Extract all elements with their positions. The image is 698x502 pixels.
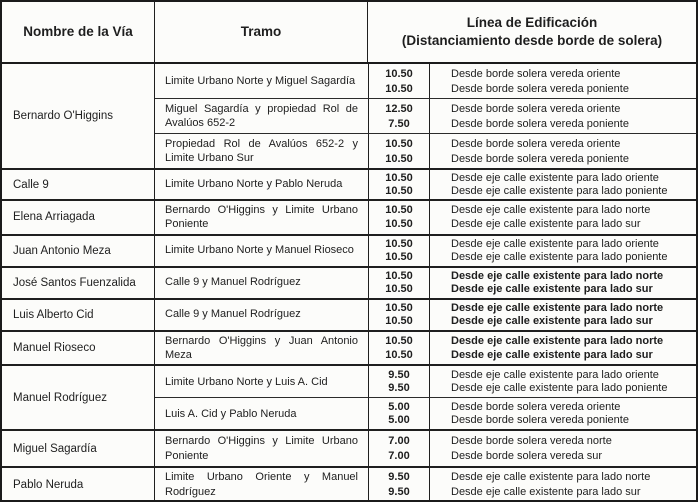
tramo-subrow — [155, 366, 696, 398]
tramo-text: Bernardo O'Higgins y Juan Antonio Meza — [165, 334, 358, 361]
header-linea-title: Línea de Edificación — [466, 14, 598, 30]
distance-desc: Desde borde solera vereda poniente — [451, 414, 629, 427]
distance-value: 10.50 — [385, 349, 413, 362]
header-cell-linea — [368, 2, 696, 62]
distance-descriptions — [430, 268, 696, 298]
distance-values — [368, 398, 430, 429]
distance-desc: Desde eje calle existente para lado oriente — [451, 368, 659, 381]
distance-descriptions — [430, 201, 696, 234]
distance-value: 9.50 — [388, 485, 410, 498]
tramo-subrow — [155, 99, 696, 134]
table-row-luis-alberto-cid — [2, 300, 696, 332]
distance-descriptions — [430, 99, 696, 133]
tramo-text: Limite Urbano Norte y Miguel Sagardía — [165, 74, 356, 87]
tramo-text: Propiedad Rol de Avalúos 652-2 y Limite Urbano Sur — [165, 137, 358, 164]
header-linea-subtitle: (Distanciamiento desde borde de solera) — [401, 33, 663, 48]
distance-descriptions — [430, 332, 696, 365]
distance-desc: Desde borde solera vereda oriente — [451, 67, 621, 80]
tramo-cell — [155, 431, 368, 466]
header-cell-nombre — [2, 2, 155, 62]
header-cell-tramo — [155, 2, 368, 62]
distance-value: 10.50 — [385, 251, 413, 264]
distance-descriptions — [430, 134, 696, 168]
distance-desc: Desde eje calle existente para lado norte — [451, 270, 664, 283]
distance-value: 10.50 — [385, 152, 413, 165]
via-name: Manuel Rodríguez — [13, 391, 107, 404]
distance-value: 5.00 — [388, 400, 410, 413]
via-name-cell — [2, 268, 155, 298]
distance-desc: Desde eje calle existente para lado poniente — [451, 382, 668, 395]
distance-desc: Desde eje calle existente para lado poniente — [451, 184, 668, 197]
distance-desc: Desde borde solera vereda oriente — [451, 400, 621, 413]
via-name-cell — [2, 236, 155, 266]
distance-descriptions — [430, 236, 696, 266]
tramo-cell — [155, 366, 368, 397]
distance-desc: Desde borde solera vereda sur — [451, 450, 603, 463]
tramo-subrow — [155, 134, 696, 168]
tramo-cell — [155, 236, 368, 266]
distance-value: 10.50 — [385, 315, 413, 328]
via-name: Juan Antonio Meza — [13, 244, 111, 257]
distance-value: 10.50 — [385, 184, 413, 197]
tramo-subrows — [155, 332, 696, 365]
distance-values — [368, 99, 430, 133]
distance-desc: Desde borde solera vereda oriente — [451, 102, 621, 115]
distance-desc: Desde eje calle existente para lado sur — [451, 315, 653, 328]
table-row-jose-santos-fuenzalida — [2, 268, 696, 300]
tramo-subrow — [155, 398, 696, 429]
distance-value: 7.00 — [388, 450, 410, 463]
distance-descriptions — [430, 366, 696, 397]
tramo-subrow — [155, 431, 696, 466]
tramo-text: Miguel Sagardía y propiedad Rol de Avalúos 652-2 — [165, 102, 358, 129]
distance-descriptions — [430, 64, 696, 98]
tramo-text: Limite Urbano Norte y Luis A. Cid — [165, 375, 328, 388]
distance-desc: Desde borde solera vereda poniente — [451, 82, 629, 95]
table-row-bernardo-ohiggins — [2, 64, 696, 170]
via-name: Calle 9 — [13, 178, 49, 191]
distance-desc: Desde eje calle existente para lado sur — [451, 485, 641, 498]
distance-value: 10.50 — [385, 302, 413, 315]
tramo-subrow — [155, 468, 696, 501]
tramo-subrow — [155, 170, 696, 199]
distance-value: 10.50 — [385, 82, 413, 95]
tramo-subrows — [155, 431, 696, 466]
via-name-cell — [2, 201, 155, 234]
distance-desc: Desde eje calle existente para lado norte — [451, 334, 664, 347]
distance-desc: Desde eje calle existente para lado norte — [451, 204, 651, 217]
table-row-manuel-rioseco — [2, 332, 696, 367]
distance-values — [368, 431, 430, 466]
distance-values — [368, 64, 430, 98]
tramo-subrow — [155, 268, 696, 298]
via-name: Elena Arriagada — [13, 211, 95, 224]
via-name: José Santos Fuenzalida — [13, 276, 136, 289]
distance-values — [368, 468, 430, 501]
distance-value: 7.50 — [388, 117, 410, 130]
tramo-subrows — [155, 201, 696, 234]
distance-desc: Desde borde solera vereda norte — [451, 434, 612, 447]
table-row-elena-arriagada — [2, 201, 696, 236]
distance-desc: Desde borde solera vereda oriente — [451, 137, 621, 150]
distance-values — [368, 300, 430, 330]
distance-values — [368, 134, 430, 168]
tramo-cell — [155, 170, 368, 199]
tramo-text: Calle 9 y Manuel Rodríguez — [165, 308, 301, 321]
tramo-cell — [155, 398, 368, 429]
distance-desc: Desde eje calle existente para lado sur — [451, 283, 653, 296]
distance-value: 10.50 — [385, 67, 413, 80]
distance-desc: Desde eje calle existente para lado poniente — [451, 251, 668, 264]
distance-values — [368, 236, 430, 266]
tramo-subrows — [155, 236, 696, 266]
tramo-cell — [155, 134, 368, 168]
tramo-subrows — [155, 300, 696, 330]
tramo-text: Luis A. Cid y Pablo Neruda — [165, 407, 297, 420]
distance-descriptions — [430, 431, 696, 466]
distance-descriptions — [430, 398, 696, 429]
distance-desc: Desde eje calle existente para lado oriente — [451, 172, 659, 185]
header-tramo-label: Tramo — [240, 23, 282, 39]
distance-value: 10.50 — [385, 334, 413, 347]
distance-desc: Desde eje calle existente para lado sur — [451, 349, 653, 362]
distance-value: 9.50 — [388, 471, 410, 484]
header-row — [2, 2, 696, 64]
tramo-subrow — [155, 64, 696, 99]
tramo-cell — [155, 201, 368, 234]
tramo-text: Bernardo O'Higgins y Limite Urbano Poniente — [165, 435, 358, 462]
distance-desc: Desde borde solera vereda poniente — [451, 117, 629, 130]
tramo-cell — [155, 99, 368, 133]
via-name-cell — [2, 468, 155, 501]
tramo-subrow — [155, 300, 696, 330]
distance-descriptions — [430, 300, 696, 330]
via-name-cell — [2, 64, 155, 168]
table-row-miguel-sagardia — [2, 431, 696, 468]
header-nombre-label: Nombre de la Vía — [23, 23, 133, 39]
tramo-subrows — [155, 64, 696, 168]
table-row-manuel-rodriguez — [2, 366, 696, 431]
tramo-subrow — [155, 201, 696, 234]
distance-desc: Desde eje calle existente para lado oriente — [451, 238, 659, 251]
distance-desc: Desde eje calle existente para lado sur — [451, 218, 641, 231]
distance-desc: Desde eje calle existente para lado norte — [451, 302, 664, 315]
distance-value: 10.50 — [385, 218, 413, 231]
via-name-cell — [2, 170, 155, 199]
distance-value: 10.50 — [385, 137, 413, 150]
via-name-cell — [2, 431, 155, 466]
tramo-subrow — [155, 332, 696, 365]
distance-desc: Desde borde solera vereda poniente — [451, 152, 629, 165]
table-row-pablo-neruda — [2, 468, 696, 501]
distance-value: 9.50 — [388, 382, 410, 395]
distance-value: 10.50 — [385, 172, 413, 185]
via-name-cell — [2, 366, 155, 429]
tramo-subrows — [155, 366, 696, 429]
tramo-cell — [155, 300, 368, 330]
distance-value: 10.50 — [385, 270, 413, 283]
via-name: Luis Alberto Cid — [13, 308, 94, 321]
distance-value: 10.50 — [385, 204, 413, 217]
tramo-text: Bernardo O'Higgins y Limite Urbano Poniente — [165, 204, 358, 231]
distance-value: 10.50 — [385, 238, 413, 251]
tramo-cell — [155, 268, 368, 298]
via-name: Manuel Rioseco — [13, 341, 96, 354]
tramo-subrows — [155, 468, 696, 501]
distance-value: 10.50 — [385, 283, 413, 296]
via-name-cell — [2, 332, 155, 365]
tramo-text: Calle 9 y Manuel Rodríguez — [165, 276, 301, 289]
distance-descriptions — [430, 468, 696, 501]
tramo-cell — [155, 64, 368, 98]
distance-value: 5.00 — [388, 414, 410, 427]
tramo-text: Limite Urbano Norte y Manuel Rioseco — [165, 244, 354, 257]
distance-value: 7.00 — [388, 434, 410, 447]
distance-values — [368, 201, 430, 234]
distance-values — [368, 332, 430, 365]
tramo-cell — [155, 332, 368, 365]
tramo-subrow — [155, 236, 696, 266]
tramo-text: Limite Urbano Oriente y Manuel Rodríguez — [165, 471, 358, 498]
tramo-cell — [155, 468, 368, 501]
distance-values — [368, 366, 430, 397]
distance-value: 12.50 — [385, 102, 413, 115]
table-row-calle-9 — [2, 170, 696, 201]
tramo-subrows — [155, 170, 696, 199]
via-name: Miguel Sagardía — [13, 442, 97, 455]
via-name: Pablo Neruda — [13, 478, 84, 491]
distance-descriptions — [430, 170, 696, 199]
via-name: Bernardo O'Higgins — [13, 110, 113, 122]
tramo-text: Limite Urbano Norte y Pablo Neruda — [165, 178, 343, 191]
distance-desc: Desde eje calle existente para lado norte — [451, 471, 651, 484]
tramo-subrows — [155, 268, 696, 298]
via-name-cell — [2, 300, 155, 330]
distance-value: 9.50 — [388, 368, 410, 381]
distance-values — [368, 170, 430, 199]
table-row-juan-antonio-meza — [2, 236, 696, 268]
distance-values — [368, 268, 430, 298]
